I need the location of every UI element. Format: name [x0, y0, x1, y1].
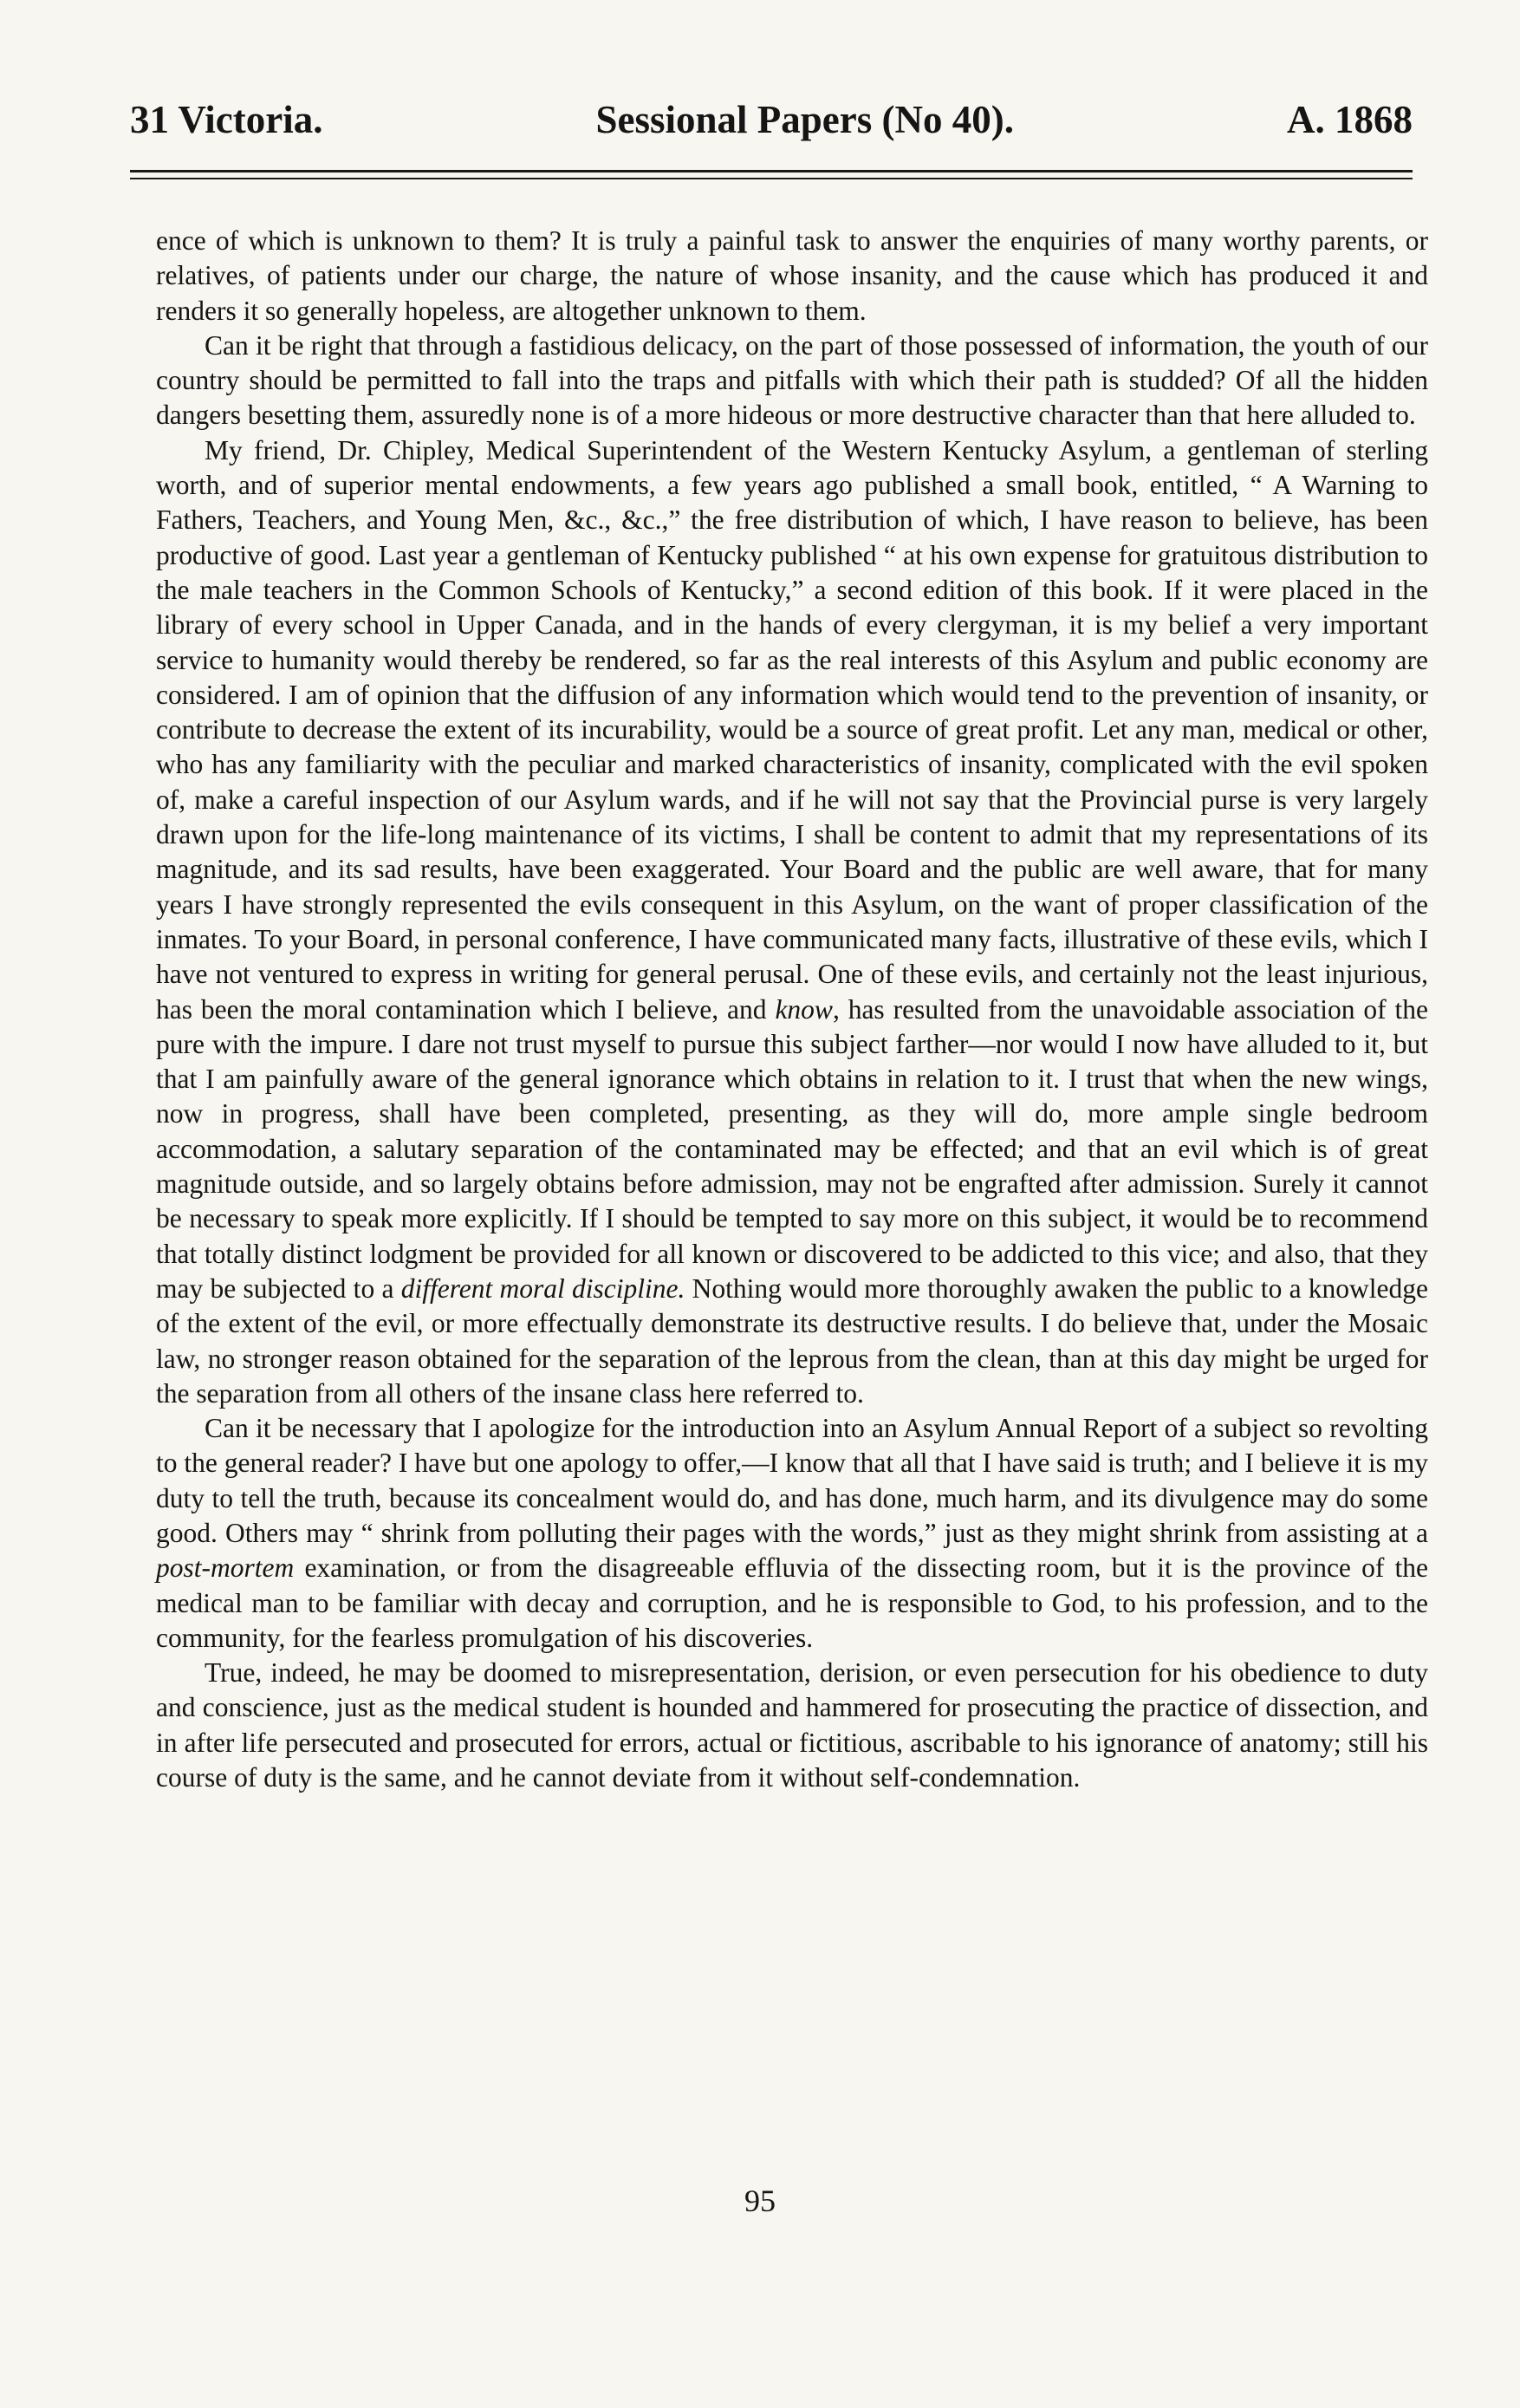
paragraph: True, indeed, he may be doomed to misrepresentation, derision, or even persecution for his obedience to duty and conscience, just as the medical student is hounded and hammered for prosecuting the practice of dissection, and in after life persecuted and prosecuted for errors, actual or fictitious, ascribable to his ignorance of anatomy; still his course of duty is the same, and he cannot deviate from it without self-condemnation.	[156, 1657, 1428, 1793]
emphasis-text: different moral discipline.	[400, 1272, 685, 1304]
paragraph	[156, 433, 1428, 1411]
paragraph-text: , has resulted from the unavoidable association of the pure with the impure. I dare not trust myself to pursue this subject farther—nor would I now have alluded to it, but that I am painfully aware of the general ignorance which obtains in relation to it. I trust that when the new wings, now in progress, shall have been completed, presenting, as they will do, more ample single bedroom accommodation, a salutary separation of the contaminated may be effected; and that an evil which is of great magnitude outside, and so largely obtains before admission, may not be engrafted after admission. Surely it cannot be necessary to speak more explicitly. If I should be tempted to say more on this subject, it would be to recommend that totally distinct lodgment be provided for all known or discovered to be addicted to this vice; and also, that they may be subjected to a	[156, 993, 1429, 1304]
paragraph: Can it be right that through a fastidious delicacy, on the part of those possessed of information, the youth of our country should be permitted to fall into the traps and pitfalls with which their path is studded? Of all the hidden dangers besetting them, assuredly none is of a more hideous or more destructive character than that here alluded to.	[156, 329, 1428, 431]
header-double-rule	[130, 170, 1413, 179]
paragraph-text: Can it be necessary that I apologize for the introduction into an Asylum Annual Report of a subject so revolting to the general reader? I have but one apology to offer,—I know that all that I have said is truth; and I believe it is my duty to tell the truth, because its concealment would do, and has done, much harm, and its divulgence may do some good. Others may “ shrink from polluting their pages with the words,” just as they might shrink from assisting at a	[156, 1413, 1428, 1548]
emphasis-text: know	[775, 993, 833, 1025]
paragraph-text: examination, or from the disagreeable effluvia of the dissecting room, but it is the province of the medical man to be familiar with decay and corruption, and he is responsible to God, to his profession, and to the community, for the fearless promulgation of his discoveries.	[156, 1552, 1428, 1653]
page-number: 95	[744, 2183, 776, 2218]
header-title: Sessional Papers (No 40).	[595, 98, 1014, 141]
header-rule-thin	[130, 178, 1413, 179]
emphasis-text: post-mortem	[156, 1552, 295, 1584]
paragraph-text: My friend, Dr. Chipley, Medical Superintendent of the Western Kentucky Asylum, a gentleman of sterling worth, and of superior mental endowments, a few years ago published a small book, entitled, “ A Warning to Fathers, Teachers, and Young Men, &c., &c.,” the free distribution of which, I have reason to believe, has been productive of good. Last year a gentleman of Kentucky published “ at his own expense for gratuitous distribution to the male teachers in the Common Schools of Kentucky,” a second edition of this book. If it were placed in the library of every school in Upper Canada, and in the hands of every clergyman, it is my belief a very important service to humanity would thereby be rendered, so far as the real interests of this Asylum and public economy are considered. I am of opinion that the diffusion of any information which would tend to the prevention of insanity, or contribute to decrease the extent of its incurability, would be a source of great profit. Let any man, medical or other, who has any familiarity with the peculiar and marked characteristics of insanity, complicated with the evil spoken of, make a careful inspection of our Asylum wards, and if he will not say that the Provincial purse is very largely drawn upon for the life-long maintenance of its victims, I shall be content to admit that my representations of its magnitude, and its sad results, have been exaggerated. Your Board and the public are well aware, that for many years I have strongly represented the evils consequent in this Asylum, on the want of proper classification of the inmates. To your Board, in personal conference, I have communicated many facts, illustrative of these evils, which I have not ventured to express in writing for general perusal. One of these evils, and certainly not the least injurious, has been the moral contamination which I believe, and	[156, 434, 1428, 1025]
header-rule-thick	[130, 170, 1413, 172]
paragraph-text: Nothing would more thoroughly awaken the public to a knowledge of the extent of the evil, or more effectually demonstrate its destructive results. I do believe that, under the Mosaic law, no stronger reason obtained for the separation of the leprous from the clean, than at this day might be urged for the separation from all others of the insane class here referred to.	[156, 1272, 1429, 1409]
body-text	[156, 224, 1428, 1795]
paragraph-continued: ence of which is unknown to them? It is truly a painful task to answer the enquiries of many worthy parents, or relatives, of patients under our charge, the nature of whose insanity, and the cause which has produced it and renders it so generally hopeless, are altogether unknown to them.	[156, 225, 1428, 326]
running-header	[130, 97, 1413, 151]
header-year: A. 1868	[1286, 98, 1413, 141]
paragraph	[156, 1411, 1428, 1656]
header-volume: 31 Victoria.	[130, 98, 323, 141]
